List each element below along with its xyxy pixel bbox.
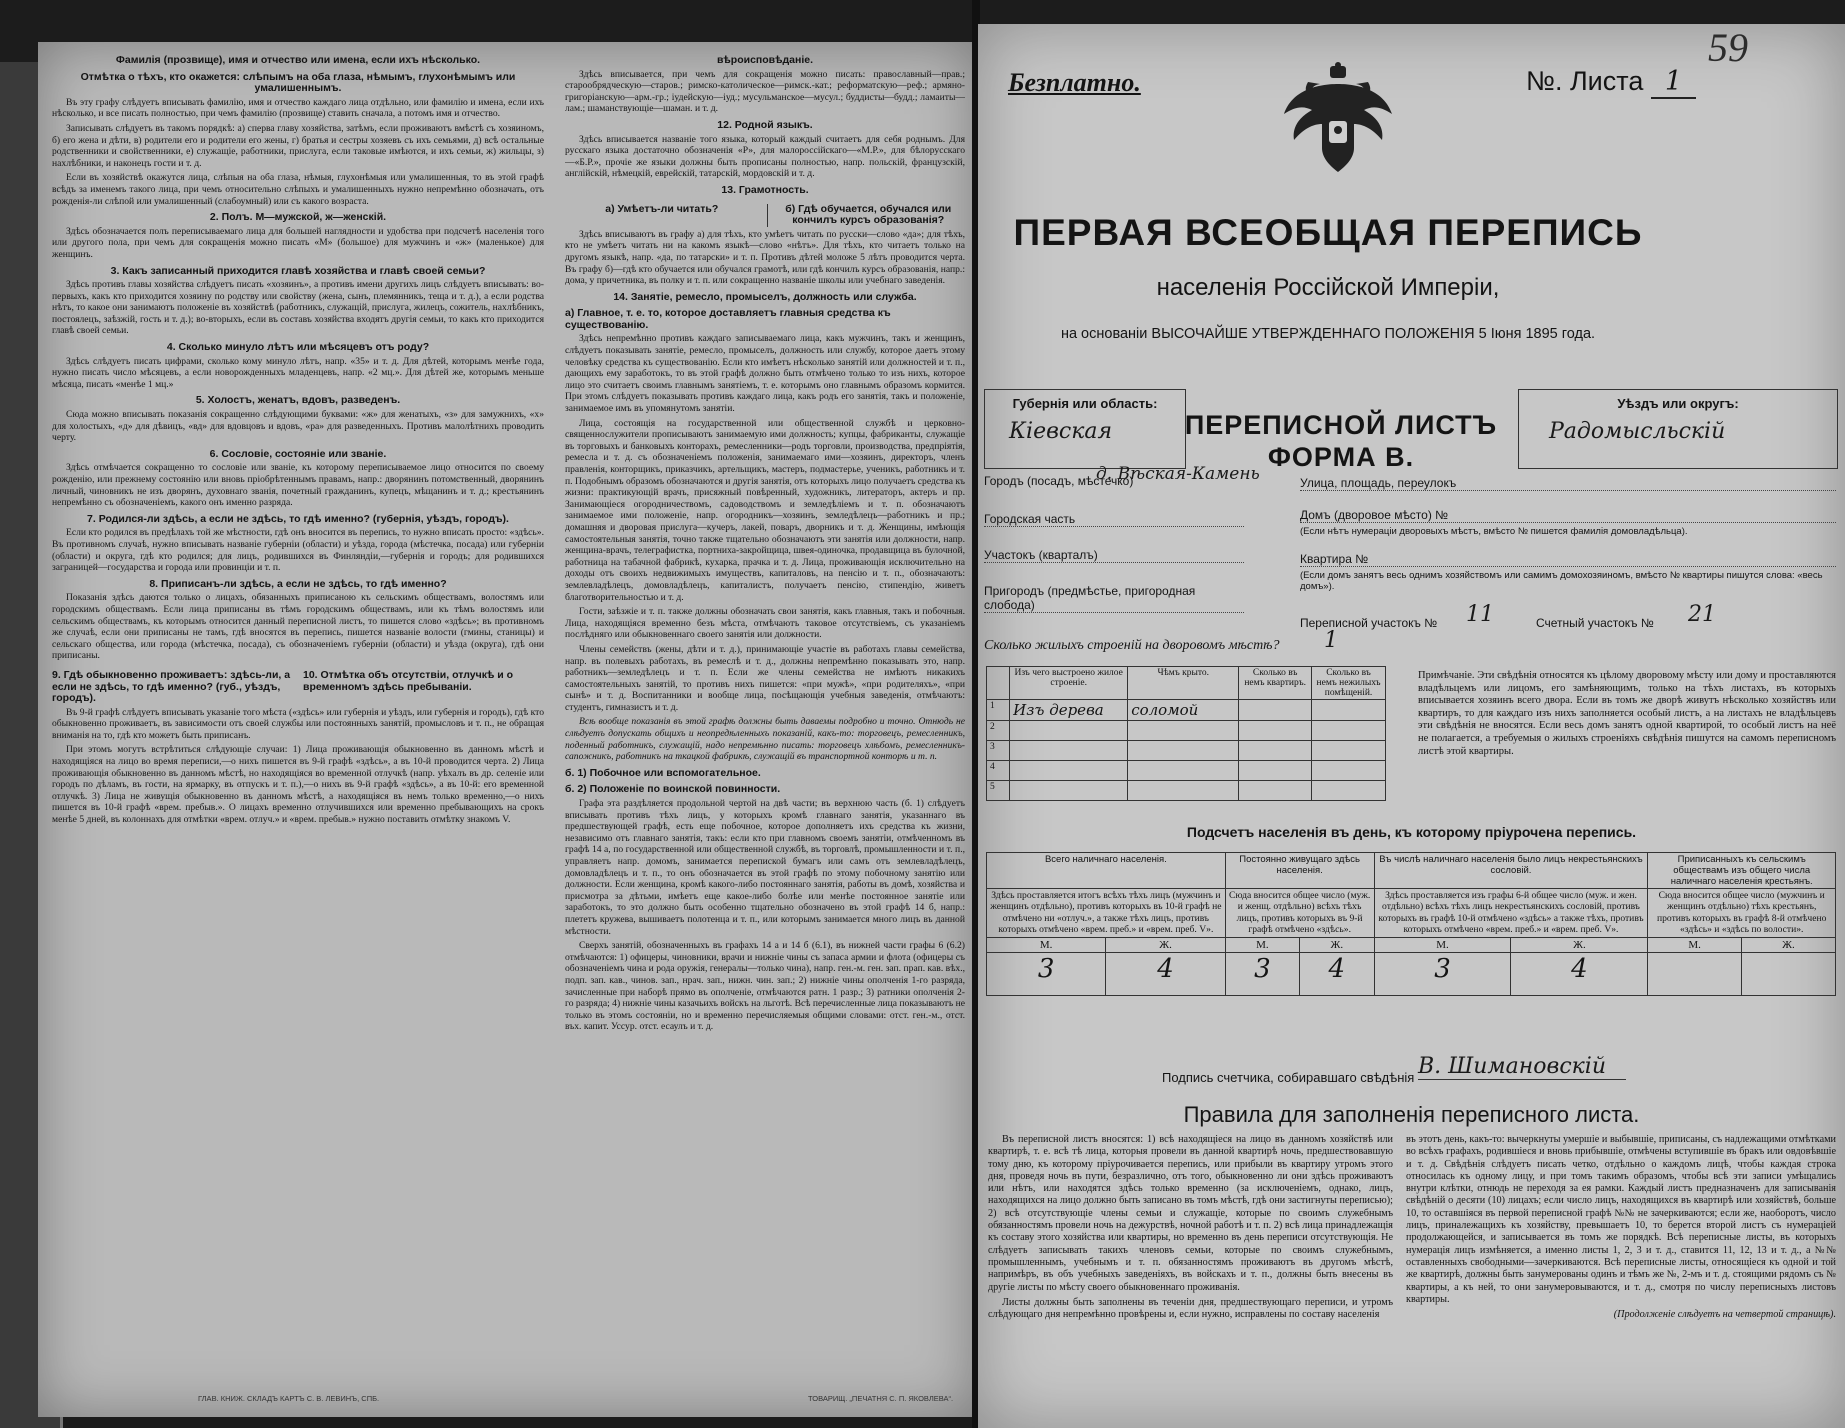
col2-subheading: а) Умѣетъ-ли читать?: [605, 202, 719, 215]
printer-imprint-right: ТОВАРИЩ. „ПЕЧАТНЯ С. П. ЯКОВЛЕВА“.: [808, 1394, 954, 1403]
buildings-row-apartments: [1239, 700, 1312, 721]
count-value: 4: [1106, 952, 1225, 995]
buildings-header-index: [987, 667, 1010, 700]
count-description: Здѣсь проставляется изъ графы 6-й общее число (муж. и жен. отдѣльно) всѣхъ тѣхъ лицъ некрестьянскихъ сословій, противъ которыхъ въ графѣ 10-й отмѣчено «здѣсь» а также тѣхъ, противъ которыхъ отмѣчено «врем. преб.» и «врем. преб. V».: [1374, 889, 1648, 938]
buildings-row-index: 5: [987, 781, 1010, 801]
count-value: 4: [1300, 952, 1374, 995]
form-title-line-2: ФОРМА В.: [1267, 442, 1415, 472]
col2-paragraph: Здѣсь вписываютъ въ графу а) для тѣхъ, кто умѣетъ читать по русски—слово «да»; для тѣхъ, кто не умѣетъ читать ни на какомъ языкѣ—слово «нѣтъ». Для тѣхъ, кто читаетъ только на другомъ языкѣ, напр. «да, по татарски» и т. п. Противъ дѣтей моложе 5 лѣтъ проводится черта. Въ графу б)—гдѣ кто обучается или обучался грамотѣ, или гдѣ кончилъ курсъ образованія, напр.: дома, у причетника, въ полку и т. п. или сокращенно названіе школы или учебнаго заведенія.: [565, 228, 965, 287]
rules-paragraph: въ этотъ день, какъ-то: вычеркнуты умершіе и выбывшіе, приписаны, съ надлежащими отмѣтками во всѣхъ графахъ, родившіеся и вновь прибывшіе, отмѣчены вступившіе въ бракъ или овдовѣвшіе и т. д. Свѣдѣнія слѣдуетъ писать четко, отдѣльно о каждомъ лицѣ, чтобы каждая строка относилась къ одному лицу, и при томъ такимъ образомъ, чтобы всѣ эти записи умѣщались внутри клѣтки, отнюдь не переходя за ея рамки. Каждый листъ предназначенъ для записыванія свѣдѣній о десяти (10) лицахъ; если число лицъ, находящихся въ квартирѣ или хозяйствѣ, больше 10, то оставшіяся въ первой переписной графѣ №№ не зачеркиваются; если же, наоборотъ, число лицъ, приналежащихъ къ хозяйству, превышаетъ 10, то берется второй листъ съ нумераціей продолжающейся, и записывается въ томъ же порядкѣ. Всѣ переписные листы, въ которыхъ нумерація лицъ измѣняется, а именно листы 1, 2, 3 и т. д., ставится 11, 12, 13 и т. д., а №№ оставленныхъ свободными—зачеркиваются. Всѣ переписные листы, относящіеся къ одной и той же квартирѣ, должны быть занумерованы одинъ и тѣмъ же №, 2-мъ и т. д. стоящими рядомъ съ № квартиры, а къ ней, то они занумеровываются, и т. д., смотря по числу переписныхъ листовъ квартиры.: [1406, 1134, 1836, 1305]
suburb-label: Пригородъ (предмѣстье, пригородная слобода): [984, 584, 1244, 613]
buildings-row-rooms: [1312, 721, 1386, 741]
buildings-table-row: [987, 700, 1386, 721]
col1-section-heading: 3. Какъ записанный приходится главѣ хозяйства и главѣ своей семьи?: [110, 264, 486, 277]
buildings-row-apartments: [1239, 781, 1312, 801]
buildings-row-index: 1: [987, 700, 1010, 721]
buildings-table-row: [987, 741, 1386, 761]
col2-section-heading: 13. Грамотность.: [721, 183, 809, 196]
buildings-question: Сколько жилыхъ строеній на дворовомъ мѣстѣ?: [984, 638, 1280, 653]
col1-paragraph: Показанія здѣсь даются только о лицахъ, обязанныхъ приписаною къ сельскимъ обществамъ, волостямъ или городскимъ обществамъ. Если лица приписаны въ тѣмъ городскимъ обществамъ, или къ тѣмъ волостямъ или сельскимъ обществамъ, къ которымъ относится данный переписной листъ, то пишется слово «здѣсь»; въ противномъ же случаѣ, если они приписаны не тамъ, гдѣ вносятся въ перепись, пишется названіе волости (гмины, станицы) и сельскаго общества, или города (мѣстечка, посада), съ обозначеніемъ губерніи (области) и уѣзда (округа), гдѣ они приписаны.: [52, 592, 544, 662]
buildings-row-material: [1010, 741, 1128, 761]
population-table-sex-row: [987, 937, 1836, 952]
sex-label: М.: [1648, 937, 1742, 952]
buildings-row-material: [1010, 761, 1128, 781]
count-value: [1741, 952, 1835, 995]
buildings-table-row: [987, 721, 1386, 741]
buildings-row-rooms: [1312, 700, 1386, 721]
street-label: Улица, площадь, переулокъ: [1300, 476, 1836, 491]
count-value: 3: [987, 952, 1106, 995]
buildings-header-roof: Чѣмъ крыто.: [1128, 667, 1239, 700]
buildings-table-row: [987, 781, 1386, 801]
rules-paragraph: Листы должны быть заполнены въ теченіи дня, предшествующаго переписи, и утромъ слѣдующаго дня непремѣнно провѣрены и, если нужно, исправлены по составу населенія: [988, 1296, 1393, 1321]
rules-column-1: [988, 1134, 1393, 1321]
col2-section-heading: вѣроисповѣданіе.: [716, 54, 814, 66]
apartment-label: Квартира №: [1300, 552, 1836, 567]
gubernia-field: [984, 389, 1186, 469]
gubernia-label: Губернія или область:: [1012, 396, 1158, 411]
form-title-line-1: ПЕРЕПИСНОЙ ЛИСТЪ: [1184, 410, 1498, 440]
col1-paragraph: Здѣсь слѣдуетъ писать цифрами, сколько кому минуло лѣтъ, напр. «35» и т. д. Для дѣтей, которымъ менѣе года, нужно писать число мѣсяцевъ, а если новорожденныхъ младенцевъ, напр. «2 мц.». Для дѣтей же, которымъ меньше мѣсяца, писать «менѣе 1 мц.»: [52, 355, 544, 390]
count-description: Сюда вносится общее число (мужчинъ и женщинъ отдѣльно) тѣхъ крестьянъ, противъ которыхъ въ графѣ 8-й отмѣчено «здѣсь» и «здѣсь по волости».: [1648, 889, 1836, 938]
buildings-header-material: Изъ чего выстроено жилое строеніе.: [1010, 667, 1128, 700]
col2-subheading: а) Главное, т. е. то, которое доставляетъ главныя средства къ существованію.: [565, 307, 891, 331]
town-part-label: Городская часть: [984, 512, 1244, 527]
house-note: (Если нѣтъ нумераціи дворовыхъ мѣстъ, вмѣсто № пишется фамилія домовладѣльца).: [1300, 526, 1688, 537]
col1-paragraph: При этомъ могутъ встрѣтиться слѣдующіе случаи: 1) Лица проживающія обыкновенно въ данномъ мѣстѣ и находящіяся на лицо во время переписи,—о нихъ пишется въ 9-й графѣ «здѣсь», а въ 10-й проводится черта. 2) Лица проживающія обыкновенно въ данномъ мѣстѣ, но находящіяся во временной отлучкѣ (напр. уѣхалъ въ др. селеніе или городъ по дѣламъ, въ гости, на ярмарку, въ отпускъ и т. п.),—о нихъ въ 9-й графѣ «здѣсь», а въ 10-й: его временной отлучкѣ. 3) Лица не живущія обыкновенно въ данномъ мѣстѣ, а находящіяся въ немъ только временно,—о нихъ пишется въ 10-й графѣ «врем. пребыв.». О лицахъ временно отлучившихся или временно пребывающихъ на срокъ менѣе 5 дней, въ колоннахъ для отмѣтки «врем. отлуч.» и «врем. пребыв.» нужно поставить отмѣтку знакомъ V.: [52, 744, 544, 826]
col2-paragraph: Здѣсь вписывается названіе того языка, который каждый считаетъ для себя роднымъ. Для русскаго языка достаточно обозначенія «Р», для малороссійскаго—«М.Р.», для бѣлорусскаго—«Б.Р.», прочіе же языки должны быть прописаны полностью, напр. польскій, французскій, англійскій, нѣмецкій, еврейскій, татарскій, мордовскій и т. д.: [565, 133, 965, 180]
count-description: Сюда вносится общее число (муж. и женщ. отдѣльно) всѣхъ тѣхъ лицъ, противъ которыхъ въ 9-й графѣ отмѣчено «здѣсь».: [1225, 889, 1374, 938]
col2-subheading: б. 2) Положеніе по воинской повинности.: [565, 783, 781, 796]
buildings-row-roof: [1128, 781, 1239, 801]
count-value: [1648, 952, 1742, 995]
col1-split-heading: [52, 665, 544, 707]
rules-continuation-note: (Продолженіе слѣдуетъ на четвертой страницѣ).: [1613, 1309, 1836, 1321]
count-district-value: 21: [1688, 602, 1716, 627]
uezd-field: [1518, 389, 1838, 469]
town-label: Городъ (посадъ, мѣстечко): [984, 474, 1134, 488]
count-value: 3: [1225, 952, 1299, 995]
sheet-number-value: 1: [1651, 66, 1696, 99]
gubernia-value: Кіевская: [1009, 419, 1113, 444]
buildings-row-material: [1010, 721, 1128, 741]
sex-label: Ж.: [1741, 937, 1835, 952]
col1-paragraph: Здѣсь отмѣчается сокращенно то сословіе или званіе, къ которому переписываемое лицо относится по своему рожденію, или прежнему состоянію или вновь пріобрѣтеннымъ правамъ, напр.: дворянинъ потомственный, дворянинъ личный, чиновникъ не изъ дворянъ, духовнаго званія, почетный гражданинъ, купецъ, мѣщанинъ и т. д.; крестьянинъ непремѣнно съ обозначеніемъ, какого онъ именно разряда.: [52, 462, 544, 509]
population-table-descriptions: [987, 889, 1836, 938]
col2-subheading: б) Гдѣ обучается, обучался или кончилъ курсъ образованія?: [767, 204, 966, 227]
col1-paragraph: Если въ хозяйствѣ окажутся лица, слѣпыя на оба глаза, нѣмыя, глухонѣмыя или умалишенныя, то въ этой графѣ всѣдъ за именемъ такого лица, при чемъ относительно слѣпыхъ и умалишенныхъ нужно непремѣнно обозначать, отъ рожденія-ли слѣпой или умалишенный (слабоумный) или съ какого возраста.: [52, 172, 544, 207]
buildings-row-roof: [1128, 761, 1239, 781]
buildings-row-rooms: [1312, 761, 1386, 781]
uezd-label: Уѣздъ или округъ:: [1617, 396, 1739, 411]
buildings-table-row: [987, 761, 1386, 781]
col1-paragraph: Здѣсь противъ главы хозяйства слѣдуетъ писать «хозяинъ», а противъ имени другихъ лицъ слѣдуетъ вписывать: во-первыхъ, какъ кто приходится хозяину по родству или свойству (жена, сынъ, племянникъ, теща и т. д.), а если родства нѣтъ, то какое они занимаютъ положеніе въ хозяйствѣ (работникъ, служащій, прислуга, жилецъ, сожитель, нахлѣбникъ, постоялецъ, заѣзжій, гость и т. д.); во-вторыхъ, если въ составъ хозяйства входятъ другія семьи, то какъ кто приходится главѣ своей семьи.: [52, 279, 544, 337]
apartment-note: (Если домъ занятъ весь однимъ хозяйствомъ или самимъ домохозяиномъ, вмѣсто № квартиры пишутся слова: «весь домъ»).: [1300, 570, 1823, 592]
sex-label: Ж.: [1106, 937, 1225, 952]
buildings-table: [986, 666, 1386, 801]
sex-label: Ж.: [1511, 937, 1648, 952]
buildings-row-apartments: [1239, 721, 1312, 741]
archive-page-number: 59: [1708, 25, 1748, 70]
sex-label: М.: [1374, 937, 1511, 952]
count-description: Здѣсь проставляется итогъ всѣхъ тѣхъ лицъ (мужчинъ и женщинъ отдѣльно), противъ которыхъ въ 10-й графѣ не отмѣчено ни «отлуч.», а также тѣхъ лицъ, противъ которыхъ отмѣчено «врем. преб.» и «врем. преб. V».: [987, 889, 1226, 938]
buildings-note: Примѣчаніе. Эти свѣдѣнія относятся къ цѣлому дворовому мѣсту или дому и проставляются владѣльцемъ или лицомъ, его замѣняющимъ, только на тѣхъ листахъ, въ которыхъ вписывается хозяинъ всего двора. Если въ томъ же дворѣ живутъ нѣсколько хозяйствъ или квартиръ, то для каждаго изъ нихъ заполняется особый листъ, а на листахъ не владѣльцевъ эти свѣдѣнія не вносятся. Если весь домъ занятъ одной квартирой, то особый листъ на неё не полагается, а требуемыя о жилыхъ строеніяхъ свѣдѣнія пишутся на самомъ переписномъ листѣ этой квартиры.: [1418, 670, 1836, 757]
printer-imprint-left: ГЛАВ. КНИЖ. СКЛАДЪ КАРТЪ С. В. ЛЕВИНЪ, СПБ.: [198, 1394, 380, 1403]
buildings-header-rooms: Сколько въ немъ нежилыхъ помѣщеній.: [1312, 667, 1386, 700]
buildings-table-header: [987, 667, 1386, 700]
col2-section-heading: 12. Родной языкъ.: [717, 118, 813, 131]
buildings-row-rooms: [1312, 781, 1386, 801]
count-value: 4: [1511, 952, 1648, 995]
census-subtitle: населенія Россійской Имперіи,: [1156, 274, 1500, 301]
rules-paragraph: Въ переписной листъ вносятся: 1) всѣ находящіеся на лицо въ данномъ хозяйствѣ или квартирѣ, т. е. всѣ тѣ лица, которыя провели въ данной квартирѣ ночь, предшествовавшую тому дню, къ которому пріурочивается перепись, или прибыли въ квартиру утромъ этого дня, проведя ночь въ пути, безразлично, отъ того, обыкновенно ли они здѣсь проживаютъ или нѣтъ, или находятся здѣсь только временно (за исключеніемъ, однако, лицъ, находящихся на лицо должно быть записано въ томъ мѣстѣ, гдѣ они застигнуты переписью); 2) всѣ отсутствующіе члены семьи и служащіе, которые по своимъ служебнымъ обязанностямъ провели ночь на дежурствѣ, ночной работѣ и т. п. 2) всѣ лица принадлежащія къ составу этого хозяйства или квартиры, но временно въ день переписи отсутствующія. Не слѣдуетъ записывать такихъ членовъ семьи, которые по своимъ служебнымъ, промышленнымъ, учебнымъ и т. п. обязанностямъ проживаютъ въ другомъ мѣстѣ, напримѣръ, въ объ учебныхъ заведеніяхъ, въ войскахъ и т. п., должны быть внесены въ другіе листы по мѣсту своего обыкновеннаго проживанія.: [988, 1134, 1393, 1293]
census-district-label: Переписной участокъ №: [1300, 616, 1438, 630]
col1-section-heading: 10. Отмѣтка объ отсутствіи, отлучкѣ и о временномъ здѣсь пребываніи.: [303, 668, 514, 693]
sheet-number-label: №. Листа: [1526, 66, 1644, 96]
col2-paragraph: Лица, состоящія на государственной или общественной службѣ и церковно-священнослужители прописываютъ занимаемую ими должность; купцы, фабриканты, служащіе въ торговыхъ и банковыхъ конторахъ, ремесленники—родъ торговли, производства, предпріятія, ремесла и т. д. съ обозначеніемъ положенія, занимаемаго ими—хозяинъ, директоръ, членъ правленія, конторщикъ, приказчикъ, артельщикъ, мастеръ, подмастерье, ученикъ, работникъ и т. п. Подобнымъ образомъ обозначаются и другія занятія, отъ которыхъ лицо получаетъ средства къ жизни: практикующій врачъ, присяжный повѣренный, художникъ, литераторъ, актеръ и пр. Занимающіеся огородничествомъ, садоводствомъ и земледѣліемъ и т. п. обозначаютъ занимаемое ими положеніе, напр. огородникъ—хозяинъ, земледѣлецъ—работникъ и пр.; домашняя и дворовая прислуга—кучеръ, лакей, поваръ, дворникъ и т. д. Женщины, имѣющія самостоятельныя занятія, точно также тщательно обозначаютъ эти занятія или должности, напр. женщина-врачъ, телеграфистка, портниха-закройщица, швея-одиночка, продавщица въ булочной, работница на табачной фабрикѣ, кухарка, прачка и т. д. Лица, проживающія исключительно на доходы отъ своихъ недвижимыхъ имуществъ, капиталовъ, на пенсію и т. п., обозначаютъ: землевладѣлецъ, домовладѣлецъ, капиталистъ, получаетъ пенсію, стипендію, живетъ благотворительностью и т. д.: [565, 417, 965, 603]
col1-note-heading: Отмѣтка о тѣхъ, кто окажется: слѣпымъ на оба глаза, нѣмымъ, глухонѣмымъ или умалишеннымъ.: [80, 70, 516, 95]
col1-section-heading: 8. Приписанъ-ли здѣсь, а если не здѣсь, то гдѣ именно?: [149, 577, 447, 590]
col2-paragraph: Графа эта раздѣляется продольной чертой на двѣ части; въ верхнюю часть (б. 1) слѣдуетъ вписывать противъ тѣхъ лицъ, у которыхъ кромѣ главнаго занятія, указаннаго въ предшествующей графѣ, есть еще побочное, которое дополняетъ ихъ средства къ жизни, независимо отъ главнаго занятія, такъ: если кто при главномъ своемъ занятіи, отмѣченномъ въ графѣ 14 а, по государственной или общественной службѣ, въ торговлѣ, промышленности и т. п., управляетъ напр. домомъ, занимается перепиской бумагъ или самъ отъ землевладѣлецъ, домовладѣлецъ и т. п., то онъ обозначается въ этой графѣ по этому побочному занятію или должности. Если женщина, кромѣ какого-либо постояннаго занятія, работы въ домѣ, хозяйства и присмотра за дѣтьми, имѣетъ еще какое-либо болѣе или менѣе постоянное занятіе или заработокъ, то это должно быть особенно тщательно обозначено въ этой графѣ 14 б, напр.: плететъ кружева, вышиваетъ полотенца и т. п., или которымъ занимается много лицъ въ данной мѣстности.: [565, 798, 965, 937]
col1-paragraph: Сюда можно вписывать показанія сокращенно слѣдующими буквами: «ж» для женатыхъ, «з» для замужнихъ, «х» для холостыхъ, «д» для дѣвицъ, «вд» для вдовцовъ и вдовъ, «ра» для разведенныхъ. Противъ малолѣтнихъ проводить черту.: [52, 409, 544, 444]
col2-paragraph: Гости, заѣзжіе и т. п. также должны обозначать свои занятія, какъ главныя, такъ и побочныя. Лица, находящіяся временно безъ мѣста, отмѣчаютъ таковое отсутствіемъ, съ указаніемъ послѣдняго или обыкновеннаго своего занятія или должности.: [565, 606, 965, 641]
buildings-row-roof: [1128, 721, 1239, 741]
count-value: 3: [1374, 952, 1511, 995]
col2-paragraph: Здѣсь вписывается, при чемъ для сокращенія можно писать: православный—прав.; старообрядческую—старов.; римско-католическое—римск.-кат.; реформатскую—реф.; армяно-григоріанскую—арм.-гр.; іудейскую—іуд.; мусульманское—мусул.; буддисты—будд.; ламаиты—лам.; шаманствующіе—шаман. и т. д.: [565, 68, 965, 115]
col1-section-heading: 7. Родился-ли здѣсь, а если не здѣсь, то гдѣ именно? (губернія, уѣздъ, городъ).: [87, 512, 509, 525]
census-district-value: 11: [1466, 602, 1494, 627]
buildings-row-index: 2: [987, 721, 1010, 741]
col1-paragraph: Въ 9-й графѣ слѣдуетъ вписывать указаніе того мѣста («здѣсь» или губернія и уѣздъ, или губернія и городъ), гдѣ кто обыкновенно проживаетъ, въ зависимости отъ своей службы или постоянныхъ занятій, промысловъ и т. п., не обращая вниманія на то, гдѣ кто можетъ быть приписанъ.: [52, 706, 544, 741]
col1-section-heading: 4. Сколько минуло лѣтъ или мѣсяцевъ отъ роду?: [166, 341, 430, 354]
buildings-row-index: 4: [987, 761, 1010, 781]
buildings-row-apartments: [1239, 741, 1312, 761]
buildings-row-roof: [1128, 741, 1239, 761]
rules-title: Правила для заполненія переписного листа.: [1183, 1102, 1640, 1127]
buildings-row-material: Изъ дерева: [1010, 700, 1128, 721]
population-table-values-row: [987, 952, 1836, 995]
instructions-column-2: [565, 50, 965, 1377]
col2-paragraph: Члены семействъ (жены, дѣти и т. д.), принимающіе участіе въ работахъ главы семейства, напр. въ полевыхъ работахъ, въ ремеслѣ и т. д., должны непремѣнно показывать это, напр. работникъ—земледѣлецъ и т. п. Если же члены семейства не имѣютъ никакихъ самостоятельныхъ занятій, то противъ нихъ пишется: «при мужѣ», «при родителяхъ», «при сынѣ» и т. д. Воспитанники и вообще лица, посѣщающія учебныя заведенія, отмѣчаютъ: студентъ, гимназистъ и т. д.: [565, 643, 965, 713]
population-count-table: [986, 852, 1836, 996]
instructions-column-1: [52, 50, 544, 1377]
count-header-non-peasant: Въ числѣ наличнаго населенія было лицъ некрестьянскихъ сословій.: [1374, 853, 1648, 889]
col1-paragraph: Если кто родился въ предѣлахъ той же мѣстности, гдѣ онъ вносится въ перепись, то нужно вписать просто: «здѣсь». Въ противномъ случаѣ, нужно вписывать названіе губерніи (области) и уѣзда, города (мѣстечка, посада) или губерніи (области) и округа, гдѣ кто родился; для лицъ, родившихся въ Финляндіи,—губернія и городъ; для родившихся заграницей—государства и города или провинціи и т. п.: [52, 527, 544, 574]
double-headed-eagle-icon: [1278, 62, 1398, 182]
sheet-number: [1526, 66, 1696, 97]
count-header-permanent: Постоянно живущаго здѣсь населенія.: [1225, 853, 1374, 889]
buildings-row-apartments: [1239, 761, 1312, 781]
census-title: ПЕРВАЯ ВСЕОБЩАЯ ПЕРЕПИСЬ: [1013, 212, 1643, 253]
buildings-row-index: 3: [987, 741, 1010, 761]
col1-section-heading: 9. Гдѣ обыкновенно проживаетъ: здѣсь-ли, а если не здѣсь, то гдѣ именно? (губ., уѣздъ, городъ).: [52, 668, 291, 705]
count-header-registered: Приписанныхъ къ сельскимъ обществамъ изъ общего числа наличнаго населенія крестьянъ.: [1648, 853, 1836, 889]
col1-section-heading: 5. Холостъ, женатъ, вдовъ, разведенъ.: [195, 394, 401, 407]
col2-section-heading: 14. Занятіе, ремесло, промыселъ, должность или служба.: [613, 290, 917, 303]
buildings-row-rooms: [1312, 741, 1386, 761]
col2-paragraph: Сверхъ занятій, обозначенныхъ въ графахъ 14 а и 14 б (6.1), въ нижней части графы 6 (6.2) отмѣчаются: 1) офицеры, чиновники, врачи и нижніе чины съ запаса армии и флота (офицеры съ обозначеніемъ чина и рода оружія, генералы—только чина), напр. ген.-м. ген. зап. прап. кав. вѣх., подп. зап. кав., чинов. зап., нрач. зап., нижн. чин. зап.; 2) нижніе чины ополченія 1-го разряда, зачисленные при наборѣ прямо въ ополченіе, отмѣчаются ратн. 1 разр.; 3) ратники ополченія 2-го разряда; 4) нижніе чины казачьихъ войскъ на льготѣ. Всѣ перечисленные лица показываютъ не только въ этомъ состояніи, но и временно перечисляемыя общими словами: отст. ген.-м., отст. въх. капит. Уссур. отст. есаулъ и т. д.: [565, 940, 965, 1033]
col1-section-heading: 6. Сословіе, состояніе или званіе.: [209, 447, 387, 460]
literacy-subheadings: [565, 199, 965, 229]
sex-label: М.: [987, 937, 1106, 952]
left-page-instructions: [38, 42, 976, 1417]
enumerator-signature-label: Подпись счетчика, собиравшаго свѣдѣнія: [1162, 1070, 1415, 1085]
buildings-row-roof: соломой: [1128, 700, 1239, 721]
col2-paragraph: Всѣ вообще показанія въ этой графѣ должны быть даваемы подробно и точно. Отнюдь не слѣдуетъ допускать общихъ и неопредѣленныхъ показаній, какъ-то: торговецъ, ремесленникъ, поденный работникъ, служащій, надо непремѣнно писать: торговецъ хлѣбомъ, ремесленникъ-сапожникъ, работникъ на ткацкой фабрикѣ, служащій въ транспортной конторѣ и т. п.: [565, 716, 965, 763]
buildings-header-apartments: Сколько въ немъ квартиръ.: [1239, 667, 1312, 700]
buildings-count-value: 1: [1324, 628, 1338, 653]
legal-basis-line: на основаніи ВЫСОЧАЙШЕ УТВЕРЖДЕННАГО ПОЛОЖЕНІЯ 5 Іюня 1895 года.: [1060, 326, 1596, 342]
count-header-present: Всего наличнаго населенія.: [987, 853, 1226, 889]
count-district-label: Счетный участокъ №: [1536, 616, 1654, 630]
col1-section-heading: 2. Полъ. М—мужской, ж—женскій.: [209, 211, 387, 224]
uezd-value: Радомысльскій: [1549, 419, 1726, 444]
rules-column-2: [1406, 1134, 1836, 1321]
col2-paragraph: Здѣсь непремѣнно противъ каждаго записываемаго лица, какъ мужчинъ, такъ и женщинъ, слѣдуетъ показывать занятіе, ремесло, промыселъ, должность или службу, которое даетъ этому человѣку средства къ существованію. Если кто имѣетъ нѣсколько занятій или должностей и т. п., дающихъ ему заработокъ, то въ этой графѣ должно быть отмѣчено только то изъ нихъ, которое лицо это считаетъ своимъ главнымъ занятіемъ, т. е. которымъ оно главнымъ образомъ кормится. При этомъ слѣдуетъ показывать противъ каждаго лица, какъ родъ его занятія, такъ и положеніе, занимаемое имъ въ упомянутомъ занятіи.: [565, 333, 965, 415]
population-count-title: Подсчетъ населенія въ день, къ которому пріурочена перепись.: [1186, 824, 1637, 840]
population-table-header: [987, 853, 1836, 889]
col2-subheading: б. 1) Побочное или вспомогательное.: [565, 766, 761, 779]
col1-paragraph: Въ эту графу слѣдуетъ вписывать фамилію, имя и отчество каждаго лица отдѣльно, или фамилію и имена, если ихъ нѣсколько, и все писать полностью, при чемъ фамилію (прозвище) ставить сначала, а потомъ имя и отчество.: [52, 96, 544, 120]
house-label: Домъ (дворовое мѣсто) №: [1300, 508, 1836, 523]
enumerator-signature: В. Шимановскій: [1418, 1054, 1626, 1080]
sex-label: Ж.: [1300, 937, 1374, 952]
col1-paragraph: Записывать слѣдуетъ въ такомъ порядкѣ: а) сперва главу хозяйства, затѣмъ, если проживаютъ вмѣстѣ съ хозяиномъ, б) его жена и дѣти, в) родители его и родители его жены, г) братья и сестры хозяевъ съ ихъ семьями, д) всѣ остальные родственники и свойственники, е) служащіе, работники, прислуга, если таковые имѣются, и ихъ семьи, ж) жильцы, з) нахлѣбники, и наконецъ гости и т. д.: [52, 122, 544, 169]
right-page-census-form: [978, 24, 1845, 1428]
sex-label: М.: [1225, 937, 1299, 952]
buildings-row-material: [1010, 781, 1128, 801]
col1-heading: Фамилія (прозвище), имя и отчество или имена, если ихъ нѣсколько.: [115, 54, 481, 66]
col1-paragraph: Здѣсь обозначается полъ переписываемаго лица для большей наглядности и удобства при подсчетѣ населенія того или другого пола, при чемъ для сокращенія можно писать «М» (большое) для мужчинъ и «ж» (маленькое) для женщинъ.: [52, 225, 544, 260]
quarter-label: Участокъ (кварталъ): [984, 548, 1244, 563]
town-value: д. Вѣская-Камень: [1096, 464, 1260, 484]
free-of-charge-label: Безплатно.: [1008, 68, 1141, 97]
